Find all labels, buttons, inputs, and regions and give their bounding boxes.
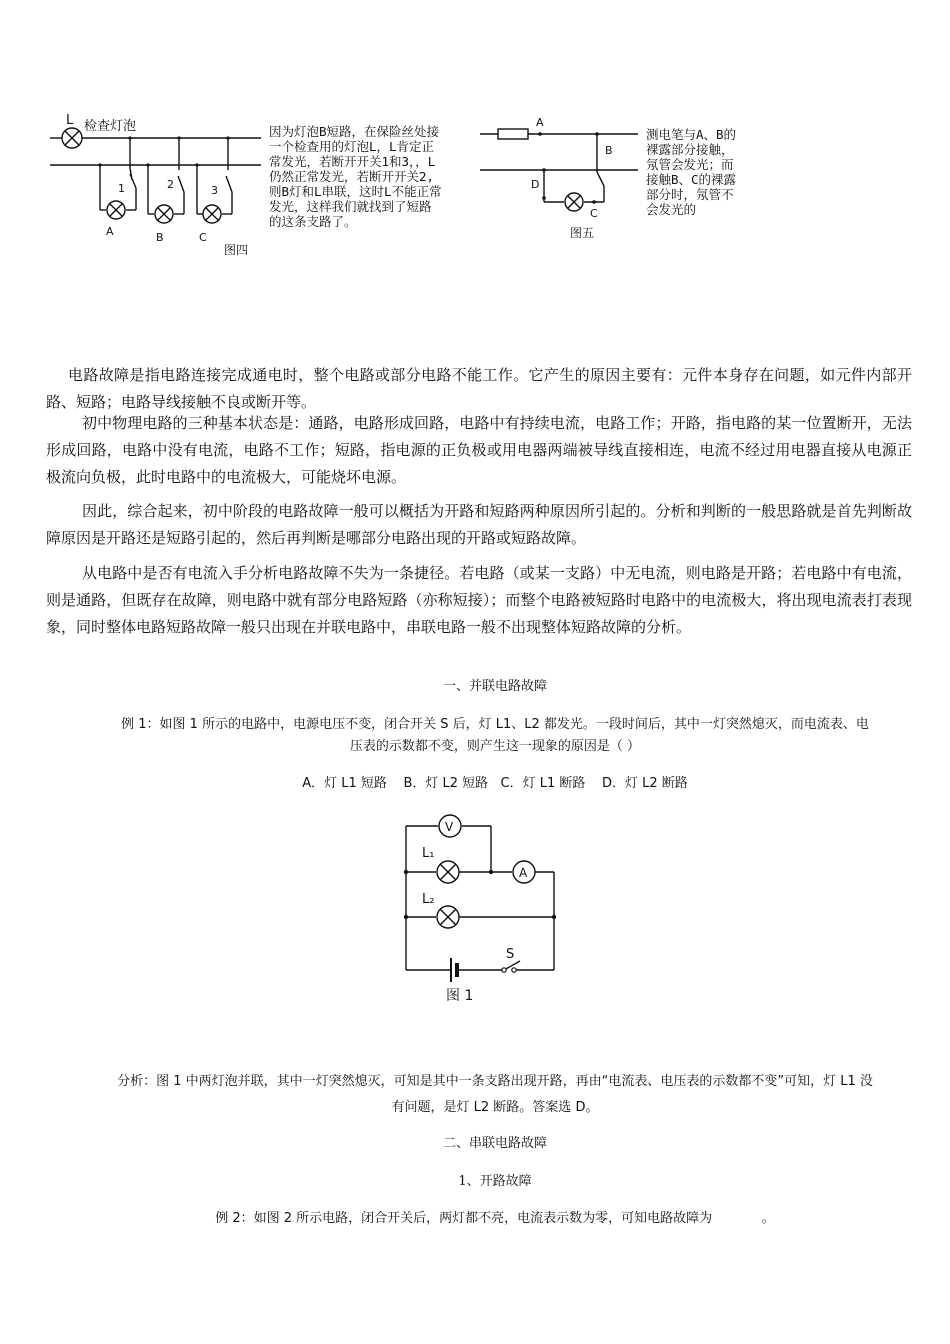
figure4-bulb-a: A [106,225,114,238]
figure1-diagram [396,812,566,1008]
figure4-switch-2: 2 [167,178,174,191]
figure5-diagram [478,112,643,242]
figure4-switch-1: 1 [118,182,125,195]
figure1-l2: L₂ [422,892,435,907]
paragraph-4: 从电路中是否有电流入手分析电路故障不失为一条捷径。若电路（或某一支路）中无电流，则电路是开路；若电路中有电流，则是通路，但既存在故障，则电路中就有部分电路短路（亦称短接）；而整个电路被短路时电路中的电流极大，将出现电流表打表现象，同时整体电路短路故障一般只出现在并联电路中，串联电路一般不出现整体短路故障的分析。 [46,564,912,636]
figure1-switch: S [506,947,515,962]
figure5-caption: 图五 [570,226,595,240]
section2-subtitle: 1、开路故障 [458,1174,532,1189]
figure1-voltmeter: V [445,820,454,834]
example1-options: A．灯 L1 短路 B．灯 L2 短路 C．灯 L1 断路 D．灯 L2 断路 [302,776,688,791]
figure5-label-b: B [605,144,613,157]
analysis-line2: 有问题，是灯 L2 断路。答案选 D。 [391,1100,599,1115]
figure4-lamp-label: L [66,113,74,128]
figure4-bulb-b: B [156,231,164,244]
figure4-bulb-c: C [199,231,207,244]
figure1-l1: L₁ [422,846,435,861]
paragraph-2: 初中物理电路的三种基本状态是：通路，电路形成回路，电路中有持续电流，电路工作；开路，指电路的某一位置断开，无法形成回路，电路中没有电流，电路不工作；短路，指电源的正负极或用电器两端被导线直接相连，电流不经过用电器直接从电源正极流向负极，此时电路中的电流极大，可能烧坏电源。 [46,414,912,486]
paragraph-3: 因此，综合起来，初中阶段的电路故障一般可以概括为开路和短路两种原因所引起的。分析和判断的一般思路就是首先判断故障原因是开路还是短路引起的，然后再判断是哪部分电路出现的开路或短路故障。 [46,502,912,547]
figure4-diagram [46,108,266,258]
figure4-switch-3: 3 [211,184,218,197]
example1-line1: 例 1：如图 1 所示的电路中，电源电压不变，闭合开关 S 后，灯 L1、L2 都发光。一段时间后，其中一灯突然熄灭，而电流表、电 [121,717,869,732]
figure5-label-c: C [590,207,598,220]
figure1-caption: 图 1 [446,988,474,1004]
analysis-line1: 分析：图 1 中两灯泡并联，其中一灯突然熄灭，可知是其中一条支路出现开路，再由“电流表、电压表的示数都不变”可知，灯 L1 没 [117,1074,873,1089]
figure4-note: 因为灯泡B短路，在保险丝处接 一个检查用的灯泡L，L肯定正 常发光，若断开开关1和3，，L 仍然正常发光，若断开开关2, 则B灯和L串联，这时L不能正常 发光，这样我们就找到了短路 的这条支路了。 [269,124,442,229]
figure5-label-d: D [531,178,540,191]
example1-line2: 压表的示数都不变，则产生这一现象的原因是（ ） [349,739,641,754]
section1-title: 一、并联电路故障 [442,679,547,694]
figure5-label-a: A [536,116,544,129]
figure4-caption: 图四 [224,243,249,257]
figure4-check-label: 检查灯泡 [84,119,137,134]
figure1-ammeter: A [519,866,528,880]
section2-title: 二、串联电路故障 [442,1136,547,1151]
figure5-note: 测电笔与A、B的 裸露部分接触， 氖管会发光；而 接触B、C的裸露 部分时，氖管不 会发光的 [646,127,737,217]
paragraph-1: 电路故障是指电路连接完成通电时，整个电路或部分电路不能工作。它产生的原因主要有：元件本身存在问题，如元件内部开路、短路；电路导线接触不良或断开等。 [46,366,912,411]
example2-text: 例 2：如图 2 所示电路，闭合开关后，两灯都不亮，电流表示数为零，可知电路故障为 。 [215,1211,775,1226]
